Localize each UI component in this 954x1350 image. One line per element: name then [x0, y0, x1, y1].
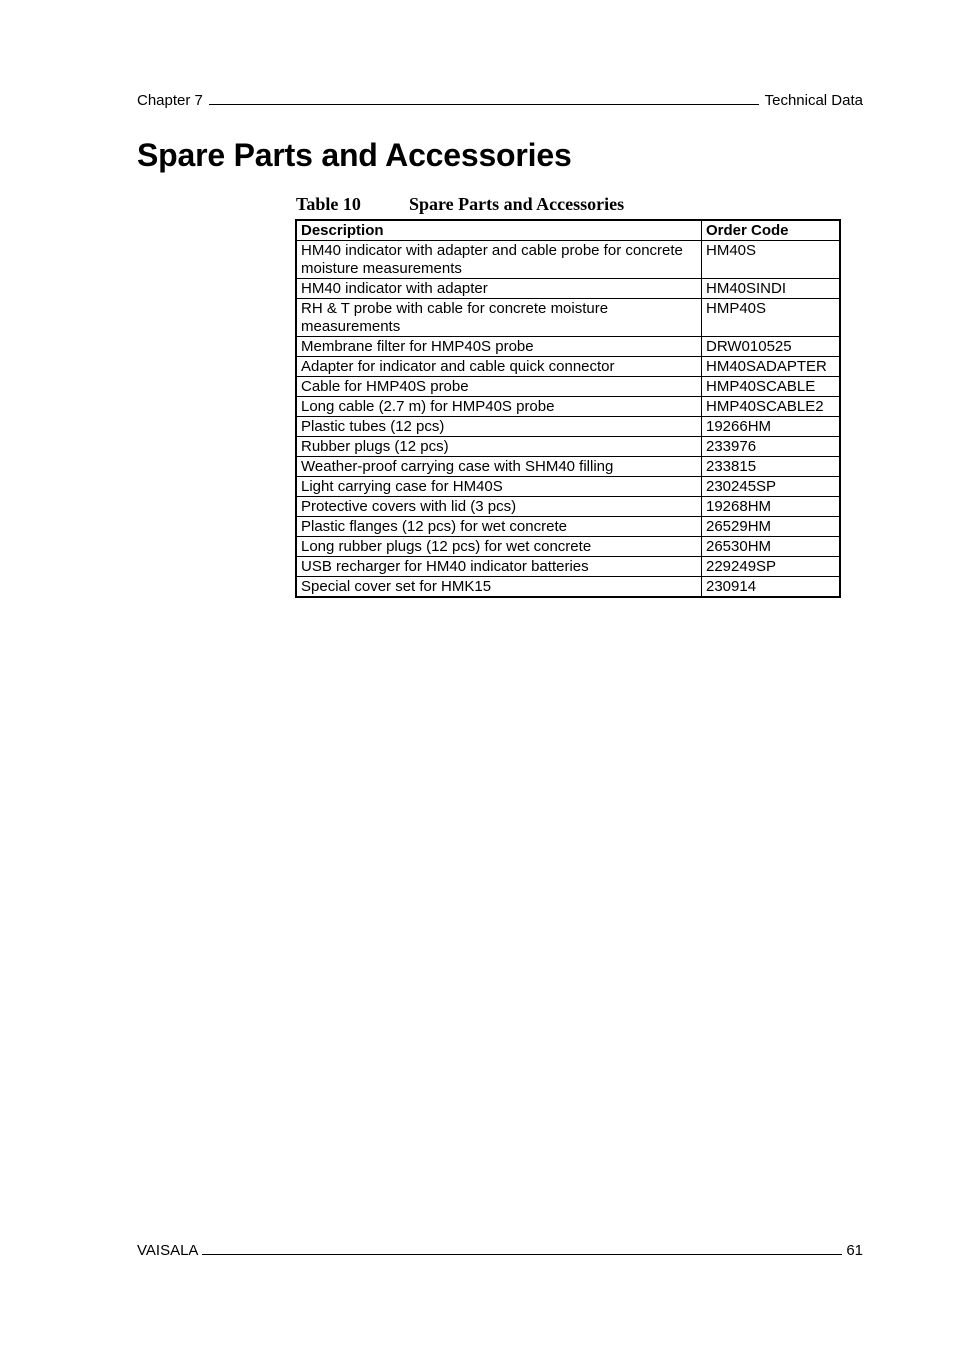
table-row: [296, 457, 840, 477]
cell-description: RH & T probe with cable for concrete moisture measurements: [296, 299, 702, 337]
table-row: [296, 477, 840, 497]
table-row: [296, 577, 840, 598]
cell-order-code: HMP40SCABLE2: [702, 397, 841, 417]
cell-description: Protective covers with lid (3 pcs): [296, 497, 702, 517]
table-row: [296, 337, 840, 357]
footer-rule: [202, 1240, 842, 1255]
table-row: [296, 279, 840, 299]
cell-description: HM40 indicator with adapter: [296, 279, 702, 299]
spare-parts-table: [295, 219, 841, 598]
cell-order-code: HMP40S: [702, 299, 841, 337]
table-row: [296, 357, 840, 377]
column-header-order-code: Order Code: [702, 220, 841, 241]
header-rule: [209, 90, 759, 105]
cell-order-code: HM40SINDI: [702, 279, 841, 299]
table-header-row: [296, 220, 840, 241]
cell-description: Plastic flanges (12 pcs) for wet concrete: [296, 517, 702, 537]
cell-description: Cable for HMP40S probe: [296, 377, 702, 397]
cell-description: HM40 indicator with adapter and cable probe for concrete moisture measurements: [296, 241, 702, 279]
header-chapter: Chapter 7: [137, 92, 203, 109]
cell-order-code: 233815: [702, 457, 841, 477]
cell-order-code: DRW010525: [702, 337, 841, 357]
column-header-description: Description: [296, 220, 702, 241]
cell-order-code: 233976: [702, 437, 841, 457]
cell-description: Long cable (2.7 m) for HMP40S probe: [296, 397, 702, 417]
table-row: [296, 437, 840, 457]
table-row: [296, 497, 840, 517]
cell-description: Plastic tubes (12 pcs): [296, 417, 702, 437]
cell-order-code: 230245SP: [702, 477, 841, 497]
table-row: [296, 557, 840, 577]
cell-description: Light carrying case for HM40S: [296, 477, 702, 497]
footer-page-number: 61: [846, 1242, 863, 1259]
footer-company: VAISALA: [137, 1242, 199, 1259]
table-caption: [296, 192, 624, 216]
cell-order-code: HM40SADAPTER: [702, 357, 841, 377]
table-row: [296, 397, 840, 417]
cell-description: Membrane filter for HMP40S probe: [296, 337, 702, 357]
cell-description: USB recharger for HM40 indicator batteries: [296, 557, 702, 577]
cell-order-code: 19266HM: [702, 417, 841, 437]
table-caption-title: Spare Parts and Accessories: [409, 194, 625, 214]
cell-order-code: 19268HM: [702, 497, 841, 517]
table-caption-number: Table 10: [296, 194, 361, 214]
cell-order-code: HM40S: [702, 241, 841, 279]
table-row: [296, 417, 840, 437]
cell-order-code: 230914: [702, 577, 841, 598]
page-title: Spare Parts and Accessories: [137, 137, 572, 173]
cell-description: Long rubber plugs (12 pcs) for wet concrete: [296, 537, 702, 557]
cell-description: Special cover set for HMK15: [296, 577, 702, 598]
table-row: [296, 537, 840, 557]
cell-description: Weather-proof carrying case with SHM40 filling: [296, 457, 702, 477]
page-header: [137, 90, 863, 110]
cell-order-code: 26530HM: [702, 537, 841, 557]
cell-order-code: 229249SP: [702, 557, 841, 577]
table-row: [296, 241, 840, 279]
table-row: [296, 377, 840, 397]
cell-order-code: HMP40SCABLE: [702, 377, 841, 397]
table-row: [296, 517, 840, 537]
cell-order-code: 26529HM: [702, 517, 841, 537]
table-row: [296, 299, 840, 337]
cell-description: Adapter for indicator and cable quick connector: [296, 357, 702, 377]
page-footer: [137, 1240, 863, 1260]
cell-description: Rubber plugs (12 pcs): [296, 437, 702, 457]
header-section: Technical Data: [764, 92, 863, 109]
